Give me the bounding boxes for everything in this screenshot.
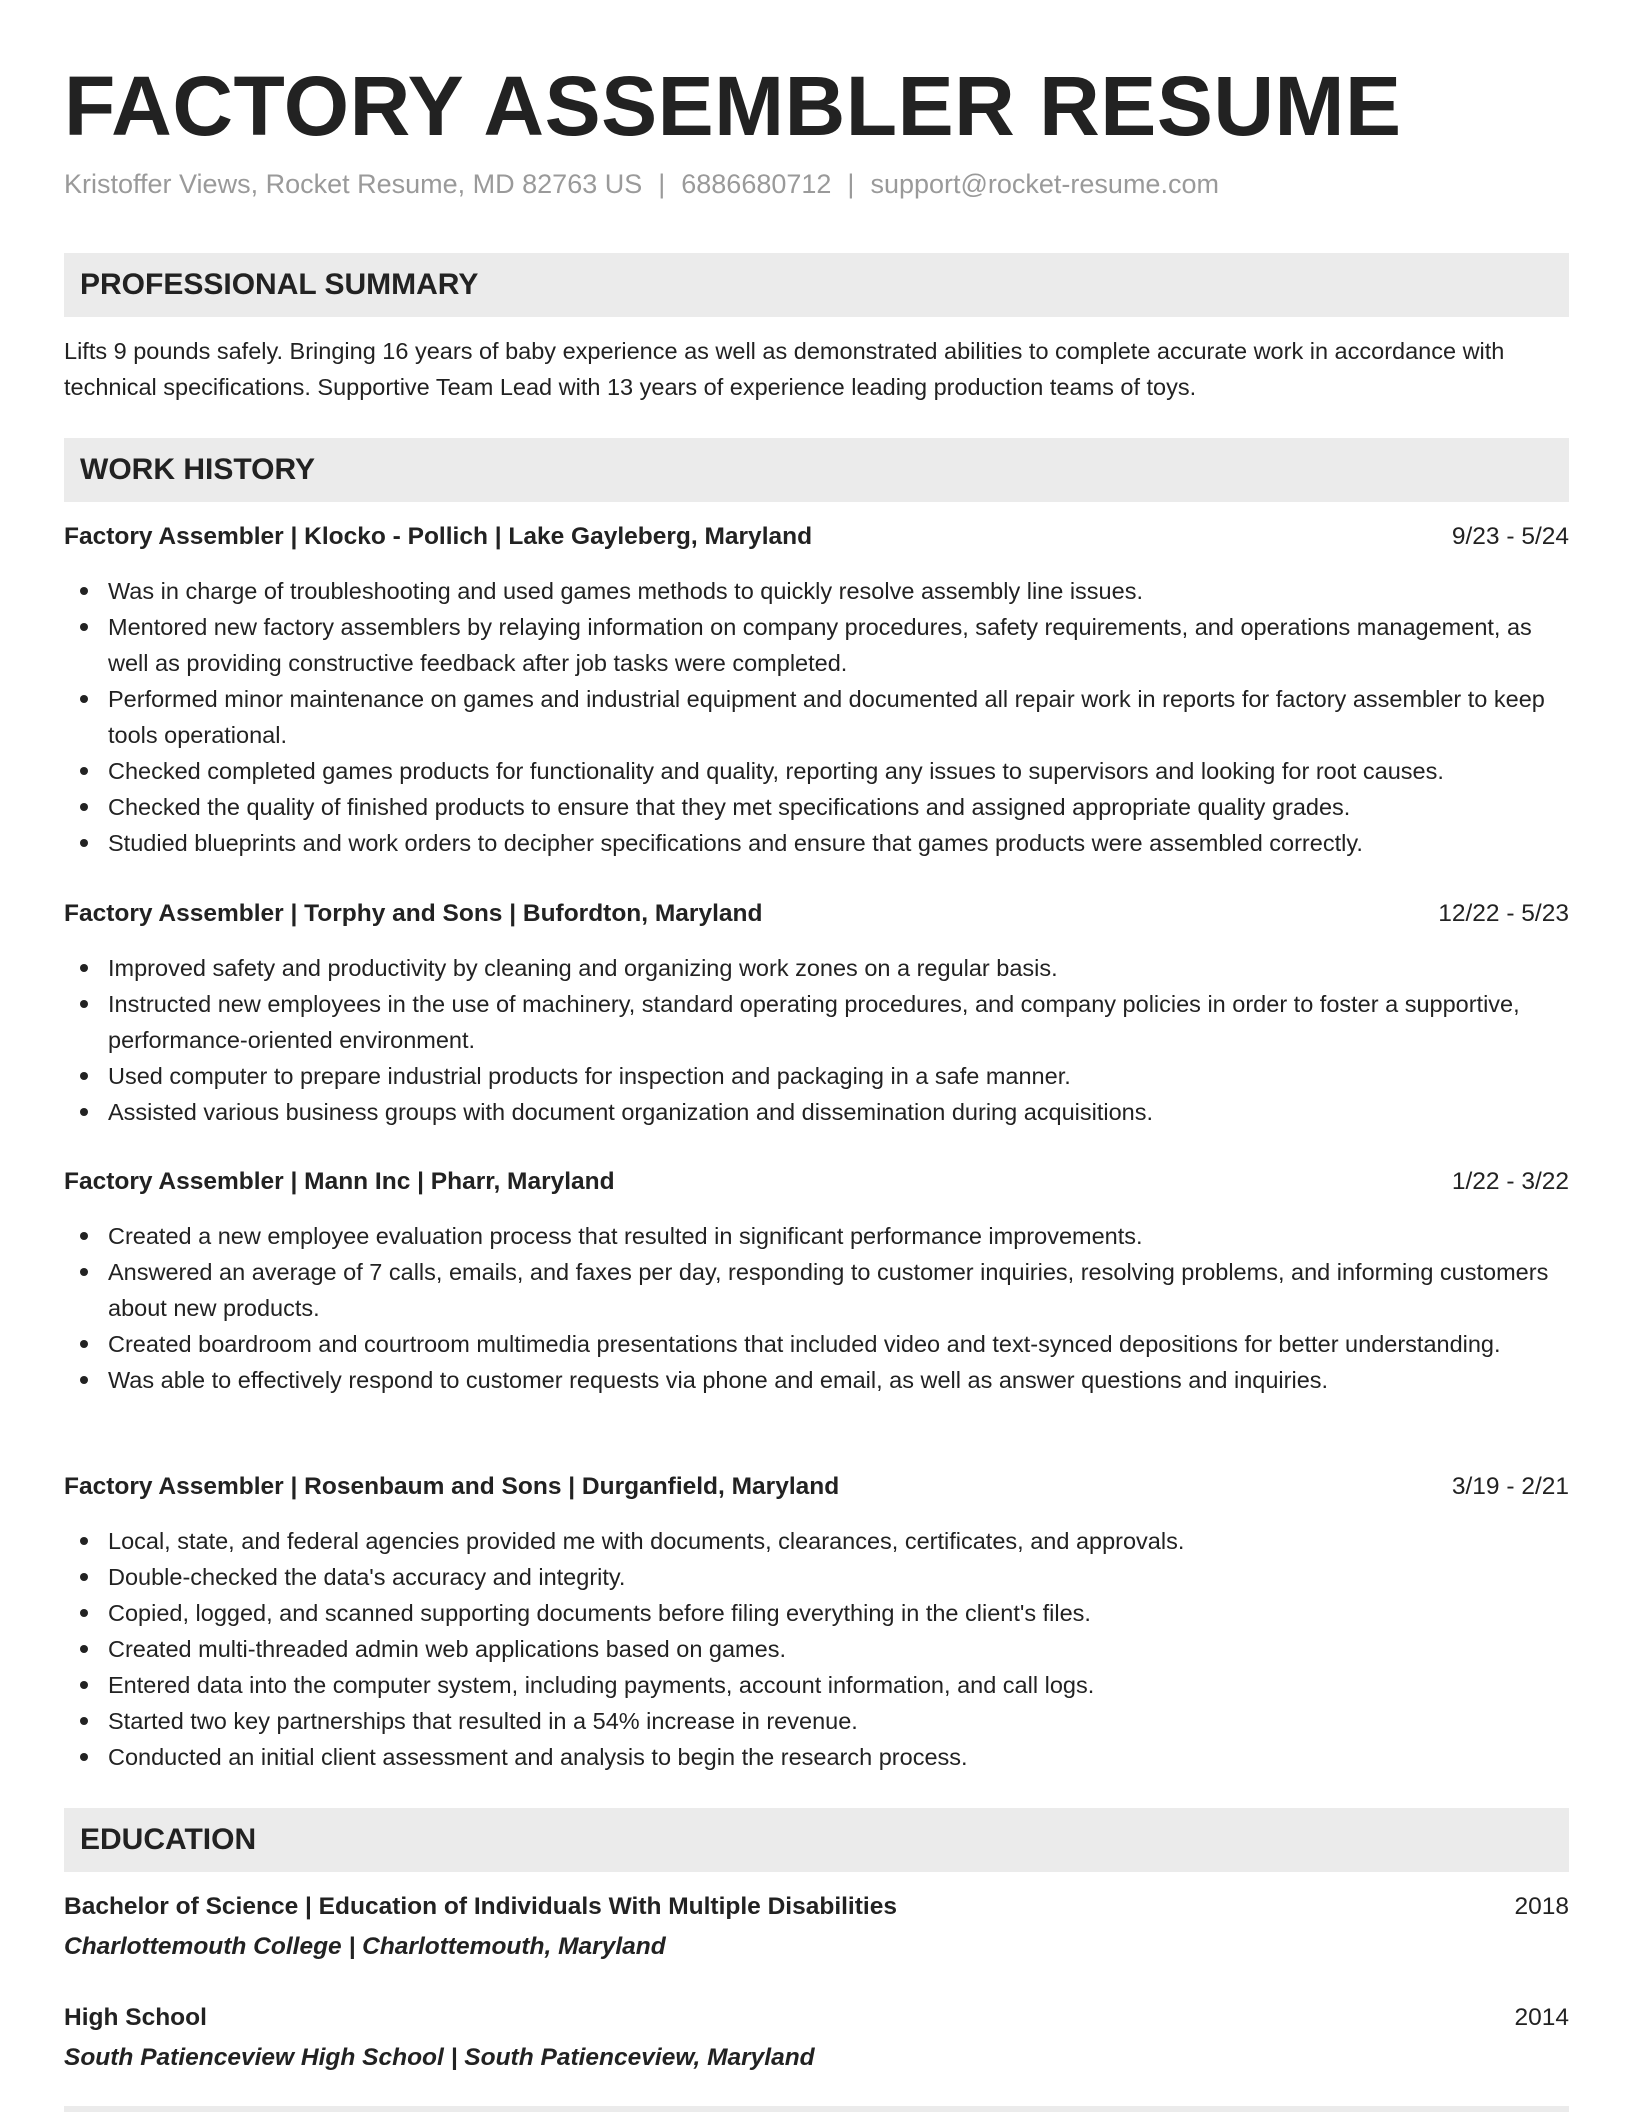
job-bullets [64,950,1569,1130]
list-item: Studied blueprints and work orders to decipher specifications and ensure that games products were assembled correctly. [64,825,1569,861]
list-item: Used computer to prepare industrial products for inspection and packaging in a safe manner. [64,1058,1569,1094]
section-header-education [64,1808,1569,1872]
job-bullets [64,573,1569,861]
degree-title: High School [64,2004,207,2031]
job-title: Factory Assembler | Rosenbaum and Sons | Durganfield, Maryland [64,1473,840,1500]
summary-text: Lifts 9 pounds safely. Bringing 16 years of baby experience as well as demonstrated abilities to complete accurate work in accordance with technical specifications. Supportive Team Lead with 13 years of experience leading production teams of toys. [64,338,1505,400]
education-header [64,1889,1569,1925]
list-item: Was in charge of troubleshooting and used games methods to quickly resolve assembly line issues. [64,573,1569,609]
contact-phone: 6886680712 [681,169,832,199]
school-name: South Patienceview High School | South Patienceview, Maryland [64,2044,815,2071]
list-item: Performed minor maintenance on games and industrial equipment and documented all repair work in reports for factory assembler to keep tools operational. [64,681,1569,753]
section-header-work-history [64,438,1569,502]
list-item: Was able to effectively respond to customer requests via phone and email, as well as answer questions and inquiries. [64,1362,1569,1398]
list-item: Copied, logged, and scanned supporting documents before filing everything in the client's files. [64,1595,1569,1631]
job-dates: 9/23 - 5/24 [1451,523,1569,550]
job-title: Factory Assembler | Mann Inc | Pharr, Maryland [64,1168,615,1195]
list-item: Assisted various business groups with document organization and dissemination during acquisitions. [64,1094,1569,1130]
list-item: Checked completed games products for functionality and quality, reporting any issues to supervisors and looking for root causes. [64,753,1569,789]
job-header [64,519,1569,555]
contact-email: support@rocket-resume.com [870,169,1219,199]
school-name: Charlottemouth College | Charlottemouth, Maryland [64,1933,666,1960]
job-header [64,1469,1569,1505]
degree-year: 2018 [1514,1893,1569,1920]
degree-year: 2014 [1514,2004,1569,2031]
job-header [64,896,1569,932]
degree-title: Bachelor of Science | Education of Individuals With Multiple Disabilities [64,1893,897,1920]
contact-address: Kristoffer Views, Rocket Resume, MD 82763 US [64,169,643,199]
job-dates: 12/22 - 5/23 [1438,900,1569,927]
job-bullets [64,1218,1569,1398]
list-item: Answered an average of 7 calls, emails, and faxes per day, responding to customer inquiries, resolving problems, and informing customers about new products. [64,1254,1569,1326]
list-item: Checked the quality of finished products to ensure that they met specifications and assigned appropriate quality grades. [64,789,1569,825]
bottom-divider [64,2106,1569,2112]
contact-separator: | [658,169,666,199]
list-item: Mentored new factory assemblers by relaying information on company procedures, safety requirements, and operations management, as well as providing constructive feedback after job tasks were completed. [64,609,1569,681]
contact-separator: | [847,169,855,199]
section-header-summary [64,253,1569,317]
list-item: Created a new employee evaluation process that resulted in significant performance improvements. [64,1218,1569,1254]
resume-title: FACTORY ASSEMBLER RESUME [64,59,1402,153]
list-item: Local, state, and federal agencies provided me with documents, clearances, certificates, and approvals. [64,1523,1569,1559]
list-item: Conducted an initial client assessment and analysis to begin the research process. [64,1739,1569,1775]
list-item: Double-checked the data's accuracy and integrity. [64,1559,1569,1595]
section-title: WORK HISTORY [80,453,316,486]
job-header [64,1164,1569,1200]
job-title: Factory Assembler | Klocko - Pollich | Lake Gayleberg, Maryland [64,523,813,550]
contact-line [64,166,1219,202]
section-title: EDUCATION [80,1823,257,1856]
list-item: Created boardroom and courtroom multimedia presentations that included video and text-synced depositions for better understanding. [64,1326,1569,1362]
job-title: Factory Assembler | Torphy and Sons | Bufordton, Maryland [64,900,763,927]
list-item: Created multi-threaded admin web applications based on games. [64,1631,1569,1667]
list-item: Entered data into the computer system, including payments, account information, and call logs. [64,1667,1569,1703]
list-item: Instructed new employees in the use of machinery, standard operating procedures, and company policies in order to foster a supportive, performance-oriented environment. [64,986,1569,1058]
job-bullets [64,1523,1569,1775]
education-header [64,2000,1569,2036]
list-item: Started two key partnerships that resulted in a 54% increase in revenue. [64,1703,1569,1739]
section-title: PROFESSIONAL SUMMARY [80,268,479,301]
job-dates: 3/19 - 2/21 [1451,1473,1569,1500]
list-item: Improved safety and productivity by cleaning and organizing work zones on a regular basis. [64,950,1569,986]
job-dates: 1/22 - 3/22 [1451,1168,1569,1195]
